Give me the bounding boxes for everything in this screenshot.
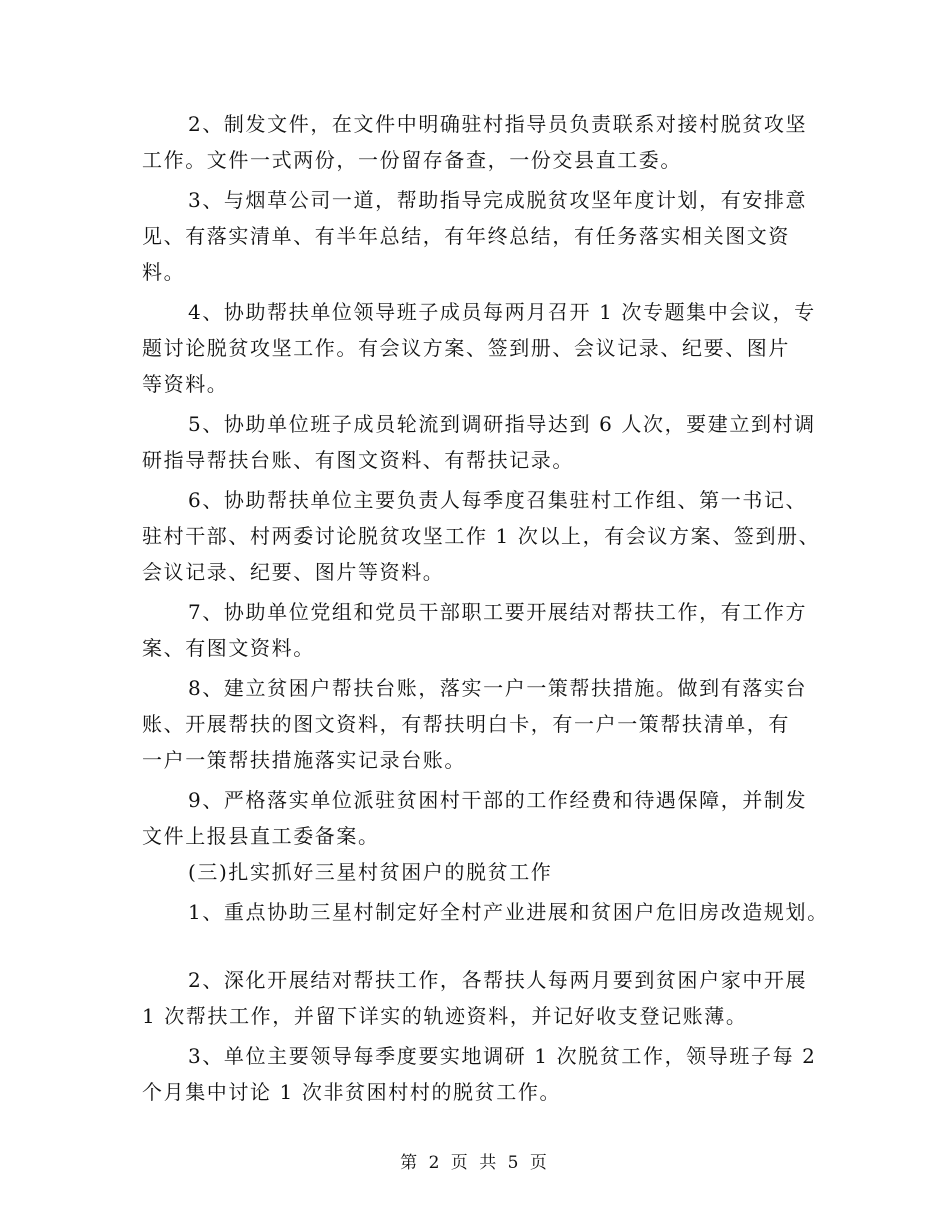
text-line: 料。 <box>142 260 186 284</box>
text-line: 7、协助单位党组和党员干部职工要开展结对帮扶工作，有工作方 <box>188 600 808 624</box>
section-heading: (三)扎实抓好三星村贫困户的脱贫工作 <box>188 860 553 884</box>
text-line: 2、深化开展结对帮扶工作，各帮扶人每两月要到贫困户家中开展 <box>188 968 808 992</box>
text-line: 5、协助单位班子成员轮流到调研指导达到 6 人次，要建立到村调 <box>188 412 816 436</box>
text-line: 一户一策帮扶措施落实记录台账。 <box>142 748 466 772</box>
text-line: 会议记录、纪要、图片等资料。 <box>142 560 445 584</box>
text-line: 账、开展帮扶的图文资料，有帮扶明白卡，有一户一策帮扶清单，有 <box>142 712 790 736</box>
text-line: 9、严格落实单位派驻贫困村干部的工作经费和待遇保障，并制发 <box>188 788 808 812</box>
text-line: 1 次帮扶工作，并留下详实的轨迹资料，并记好收支登记账薄。 <box>142 1004 748 1028</box>
text-line: 1、重点协助三星村制定好全村产业进展和贫困户危旧房改造规划。 <box>188 900 829 924</box>
text-line: 文件上报县直工委备案。 <box>142 824 380 848</box>
page-number-footer: 第 2 页 共 5 页 <box>400 1153 550 1173</box>
text-line: 等资料。 <box>142 372 229 396</box>
text-line: 2、制发文件，在文件中明确驻村指导员负责联系对接村脱贫攻坚 <box>188 112 808 136</box>
text-line: 研指导帮扶台账、有图文资料、有帮扶记录。 <box>142 448 574 472</box>
text-line: 3、与烟草公司一道，帮助指导完成脱贫攻坚年度计划，有安排意 <box>188 188 808 212</box>
text-line: 工作。文件一式两份，一份留存备查，一份交县直工委。 <box>142 148 682 172</box>
text-line: 案、有图文资料。 <box>142 636 315 660</box>
text-line: 驻村干部、村两委讨论脱贫攻坚工作 1 次以上，有会议方案、签到册、 <box>142 524 821 548</box>
text-line: 个月集中讨论 1 次非贫困村村的脱贫工作。 <box>142 1080 562 1104</box>
text-line: 6、协助帮扶单位主要负责人每季度召集驻村工作组、第一书记、 <box>188 488 808 512</box>
text-line: 题讨论脱贫攻坚工作。有会议方案、签到册、会议记录、纪要、图片 <box>142 336 790 360</box>
text-line: 3、单位主要领导每季度要实地调研 1 次脱贫工作，领导班子每 2 <box>188 1044 817 1068</box>
text-line: 8、建立贫困户帮扶台账，落实一户一策帮扶措施。做到有落实台 <box>188 676 808 700</box>
text-line: 4、协助帮扶单位领导班子成员每两月召开 1 次专题集中会议，专 <box>188 300 816 324</box>
text-line: 见、有落实清单、有半年总结，有年终总结，有任务落实相关图文资 <box>142 224 790 248</box>
